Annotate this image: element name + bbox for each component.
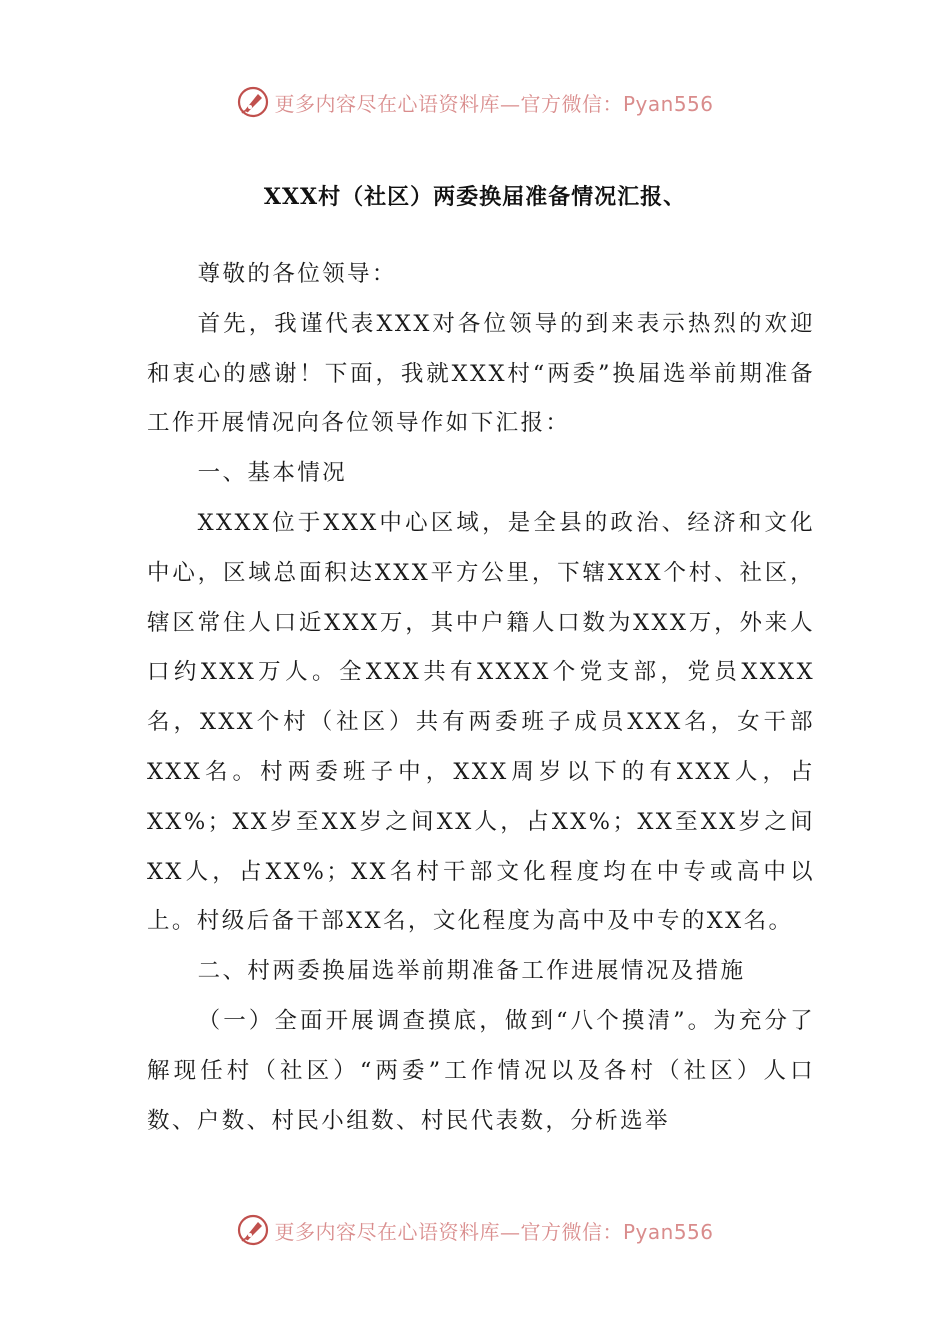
document-body [147,250,815,1146]
section-heading-1: 一、基本情况 [197,460,348,487]
watermark-footer [0,1210,950,1250]
section-heading-2: 二、村两委换届选举前期准备工作进展情况及措施 [197,958,746,985]
watermark-label: 更多内容尽在心语资料库—官方微信： [274,91,623,116]
watermark-wechat-id: Pyan556 [622,91,714,116]
pen-nib-icon [236,1213,270,1247]
paragraph-intro: 首先，我谨代表XXX对各位领导的到来表示热烈的欢迎和衷心的感谢！下面，我就XXX村“两委”换届选举前期准备工作开展情况向各位领导作如下汇报： [147,310,815,437]
paragraph-basic-info: XXXX位于XXX中心区域，是全县的政治、经济和文化中心，区域总面积达XXX平方公里，下辖XXX个村、社区，辖区常住人口近XXX万，其中户籍人口数为XXX万，外来人口约XXX万人。全XXX共有XXXX个党支部，党员XXXX名，XXX个村（社区）共有两委班子成员XXX名，女干部XXX名。村两委班子中，XXX周岁以下的有XXX人，占XX%；XX岁至XX岁之间XX人，占XX%；XX至XX岁之间XX人，占XX%；XX名村干部文化程度均在中专或高中以上。村级后备干部XX名，文化程度为高中及中专的XX名。 [147,509,815,935]
watermark-label: 更多内容尽在心语资料库—官方微信： [274,1219,623,1244]
salutation: 尊敬的各位领导： [197,261,397,287]
pen-nib-icon [236,85,270,119]
paragraph-subsection-1: （一）全面开展调查摸底，做到“八个摸清”。为充分了解现任村（社区）“两委”工作情况以及各村（社区）人口数、户数、村民小组数、村民代表数，分析选举 [147,1007,815,1134]
watermark-text [274,1216,713,1245]
watermark-wechat-id: Pyan556 [622,1219,714,1244]
document-title: XXX村（社区）两委换届准备情况汇报、 [263,184,687,210]
watermark-text [274,88,713,117]
watermark-header [0,82,950,122]
